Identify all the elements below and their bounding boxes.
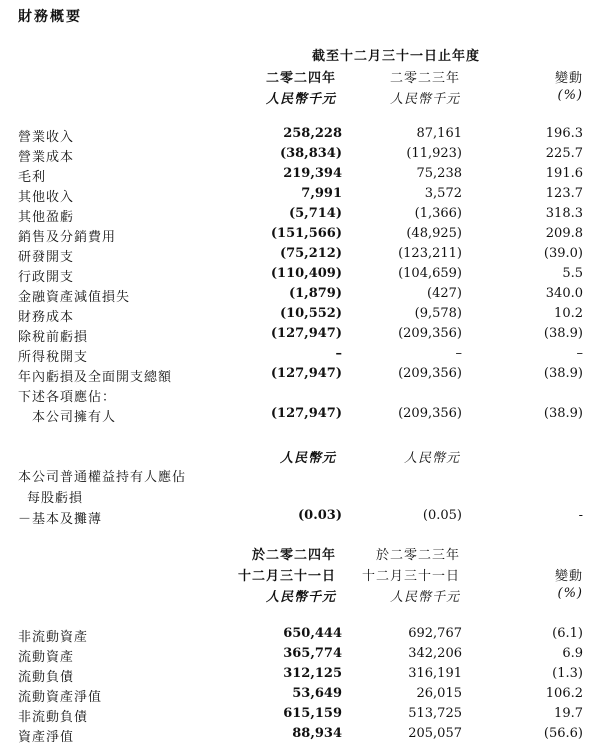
row-label: 非流動資產	[18, 630, 89, 645]
period-header: 截至十二月三十一日止年度	[312, 49, 481, 64]
value-change: 318.3	[545, 206, 583, 221]
value-2023: 692,767	[408, 626, 462, 641]
value-change: (38.9)	[543, 366, 583, 381]
value-2024: (127,947)	[270, 326, 342, 341]
bs-col-change: 變動	[554, 569, 583, 584]
eps-label-line3: －基本及攤薄	[18, 512, 103, 527]
value-change: (38.9)	[543, 326, 583, 341]
row-label: 流動負債	[18, 670, 75, 685]
row-label: 行政開支	[18, 270, 75, 285]
value-2024: 88,934	[292, 726, 342, 741]
value-2024: (5,714)	[288, 206, 342, 221]
bs-unit-2024: 人民幣千元	[265, 590, 336, 605]
value-change: 340.0	[545, 286, 583, 301]
value-2023: (427)	[427, 286, 462, 301]
unit-change: (%)	[557, 88, 583, 103]
row-label: 本公司擁有人	[32, 410, 117, 425]
value-2023: 3,572	[424, 186, 462, 201]
row-label: 下述各項應佔：	[18, 390, 117, 405]
row-label: 流動資產淨值	[18, 690, 103, 705]
value-2024: 53,649	[292, 686, 342, 701]
value-2024: 312,125	[283, 666, 342, 681]
eps-value-2023: (0.05)	[422, 508, 462, 523]
value-change: 123.7	[545, 186, 583, 201]
row-label: 所得稅開支	[18, 350, 89, 365]
col-change-header: 變動	[554, 71, 583, 86]
value-change: 5.5	[562, 266, 583, 281]
value-change: 225.7	[545, 146, 583, 161]
value-2024: 219,394	[283, 166, 342, 181]
value-change: 191.6	[545, 166, 583, 181]
value-2023: (209,356)	[398, 326, 462, 341]
value-2024: (127,947)	[270, 406, 342, 421]
value-2024: 365,774	[283, 646, 342, 661]
eps-unit-2024: 人民幣元	[279, 451, 336, 466]
eps-value-change: -	[578, 508, 583, 523]
value-2023: 513,725	[408, 706, 462, 721]
row-label: 營業成本	[18, 150, 75, 165]
row-label: 財務成本	[18, 310, 75, 325]
value-change: (56.6)	[543, 726, 583, 741]
row-label: 年內虧損及全面開支總額	[18, 370, 173, 385]
value-2024: (151,566)	[270, 226, 342, 241]
row-label: 流動資產	[18, 650, 75, 665]
col-2023-header: 二零二三年	[389, 71, 460, 86]
value-2024: 258,228	[283, 126, 342, 141]
value-2023: 342,206	[408, 646, 462, 661]
row-label: 其他盈虧	[18, 210, 75, 225]
value-2023: (209,356)	[398, 406, 462, 421]
unit-2024: 人民幣千元	[265, 92, 336, 107]
value-2024: 615,159	[283, 706, 342, 721]
row-label: 營業收入	[18, 130, 75, 145]
value-2023: (9,578)	[414, 306, 462, 321]
eps-label-line1: 本公司普通權益持有人應佔	[18, 470, 187, 485]
row-label: 資產淨值	[18, 730, 75, 745]
eps-value-2024: (0.03)	[298, 508, 342, 523]
value-2023: 75,238	[416, 166, 462, 181]
value-change: –	[576, 346, 583, 361]
value-change: (38.9)	[543, 406, 583, 421]
bs-unit-change: (%)	[557, 586, 583, 601]
value-change: 19.7	[554, 706, 583, 721]
value-2023: 26,015	[416, 686, 462, 701]
bs-col-2023-line1: 於二零二三年	[375, 548, 460, 563]
value-2023: (123,211)	[398, 246, 462, 261]
value-2023: (1,366)	[414, 206, 462, 221]
col-2024-header: 二零二四年	[265, 71, 336, 86]
row-label: 金融資產減值損失	[18, 290, 131, 305]
eps-label-line2: 每股虧損	[27, 491, 84, 506]
value-2023: –	[455, 346, 462, 361]
unit-2023: 人民幣千元	[389, 92, 460, 107]
row-label: 研發開支	[18, 250, 75, 265]
value-2024: (75,212)	[279, 246, 342, 261]
value-2024: (110,409)	[270, 266, 342, 281]
value-change: (39.0)	[543, 246, 583, 261]
row-label: 毛利	[18, 170, 47, 185]
bs-col-2024-line1: 於二零二四年	[251, 548, 336, 563]
value-2024: (38,834)	[279, 146, 342, 161]
value-2024: 650,444	[283, 626, 342, 641]
value-2023: (48,925)	[406, 226, 462, 241]
bs-col-2023-line2: 十二月三十一日	[361, 569, 460, 584]
value-2024: (127,947)	[270, 366, 342, 381]
value-change: 106.2	[545, 686, 583, 701]
value-2023: 87,161	[416, 126, 462, 141]
eps-unit-2023: 人民幣元	[403, 451, 460, 466]
value-change: 6.9	[562, 646, 583, 661]
value-2024: (1,879)	[288, 286, 342, 301]
row-label: 其他收入	[18, 190, 75, 205]
bs-col-2024-line2: 十二月三十一日	[237, 569, 336, 584]
page-title: 財務概要	[18, 9, 82, 25]
value-change: (6.1)	[552, 626, 583, 641]
value-2023: 316,191	[408, 666, 462, 681]
value-2023: (11,923)	[406, 146, 462, 161]
value-2024: 7,991	[301, 186, 342, 201]
value-2024: (10,552)	[279, 306, 342, 321]
value-2023: 205,057	[408, 726, 462, 741]
value-change: 209.8	[545, 226, 583, 241]
value-2023: (104,659)	[398, 266, 462, 281]
row-label: 除稅前虧損	[18, 330, 89, 345]
value-2023: (209,356)	[398, 366, 462, 381]
value-change: 196.3	[545, 126, 583, 141]
bs-unit-2023: 人民幣千元	[389, 590, 460, 605]
row-label: 非流動負債	[18, 710, 89, 725]
row-label: 銷售及分銷費用	[18, 230, 117, 245]
value-change: (1.3)	[552, 666, 583, 681]
value-change: 10.2	[554, 306, 583, 321]
value-2024: –	[335, 346, 342, 361]
